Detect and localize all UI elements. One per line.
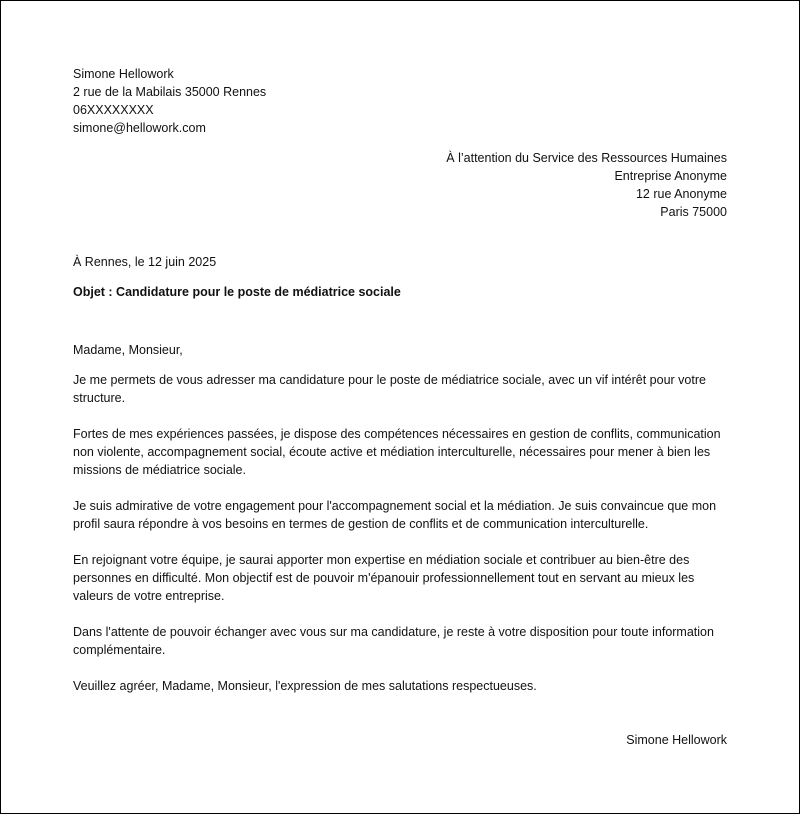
sender-phone: 06XXXXXXXX bbox=[73, 103, 154, 117]
subject-line: Objet : Candidature pour le poste de médiatrice sociale bbox=[73, 285, 401, 299]
closing-paragraph: Veuillez agréer, Madame, Monsieur, l'expression de mes salutations respectueuses. bbox=[73, 679, 537, 693]
body-paragraph-3: Je suis admirative de votre engagement pour l'accompagnement social et la médiation. Je suis convaincue que mon profil saura répondre à vos besoins en termes de gestion de conflits et de communication interculturelle. bbox=[73, 499, 717, 531]
sender-block bbox=[73, 65, 266, 137]
recipient-street: 12 rue Anonyme bbox=[635, 187, 727, 201]
recipient-company: Entreprise Anonyme bbox=[614, 169, 727, 183]
body-paragraph-1: Je me permets de vous adresser ma candidature pour le poste de médiatrice sociale, avec un vif intérêt pour votre structure. bbox=[73, 373, 706, 405]
body-paragraph-4: En rejoignant votre équipe, je saurai apporter mon expertise en médiation sociale et contribuer au bien-être des personnes en difficulté. Mon objectif est de pouvoir m'épanouir professionnellement tout en servant au mieux les valeurs de votre entreprise. bbox=[73, 553, 695, 603]
recipient-block bbox=[446, 149, 727, 221]
salutation: Madame, Monsieur, bbox=[73, 343, 183, 357]
body-paragraph-5: Dans l'attente de pouvoir échanger avec vous sur ma candidature, je reste à votre disposition pour toute information complémentaire. bbox=[73, 625, 714, 657]
recipient-city: Paris 75000 bbox=[660, 205, 727, 219]
body-paragraph-2: Fortes de mes expériences passées, je dispose des compétences nécessaires en gestion de conflits, communication non violente, accompagnement social, écoute active et médiation interculturelle, nécessaires pour mener à bien les missions de médiatrice sociale. bbox=[73, 427, 721, 477]
sender-address: 2 rue de la Mabilais 35000 Rennes bbox=[73, 85, 267, 99]
sender-name: Simone Hellowork bbox=[73, 67, 174, 81]
date-line: À Rennes, le 12 juin 2025 bbox=[73, 255, 217, 269]
signature: Simone Hellowork bbox=[626, 733, 727, 747]
sender-email: simone@hellowork.com bbox=[73, 121, 206, 135]
recipient-attention: À l’attention du Service des Ressources Humaines bbox=[446, 151, 727, 165]
